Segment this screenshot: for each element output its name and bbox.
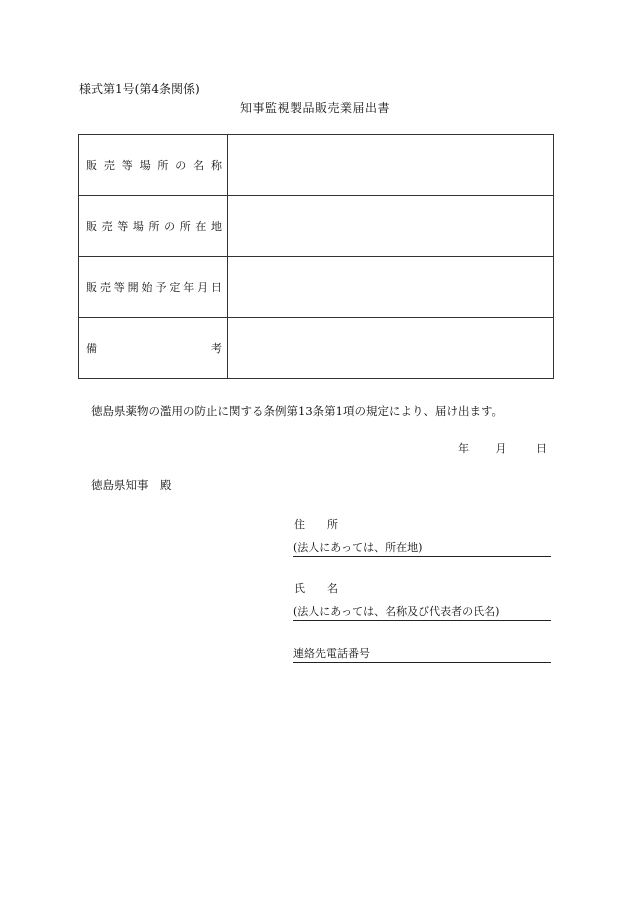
row-label-cell [79,135,228,196]
table-row [79,257,554,318]
date-line [458,440,547,456]
sales-start-date-label: 販売等開始予定年月日 [86,281,222,294]
table-row [79,135,554,196]
remarks-field[interactable] [228,318,554,379]
form-number: 様式第1号(第4条関係) [79,82,200,96]
address-line[interactable] [293,539,551,557]
notification-table [78,134,554,379]
name-note: (法人にあっては、名称及び代表者の氏名) [293,605,500,618]
table-row [79,196,554,257]
sales-place-address-field[interactable] [228,196,554,257]
phone-line[interactable] [293,645,551,663]
sales-start-date-field[interactable] [228,257,554,318]
sales-place-name-label: 販売等場所の名称 [86,159,222,172]
document-title: 知事監視製品販売業届出書 [239,101,390,115]
sales-place-name-field[interactable] [228,135,554,196]
addressee: 徳島県知事 殿 [91,478,172,492]
sales-place-address-label: 販売等場所の所在地 [86,220,222,233]
row-label-cell [79,318,228,379]
row-label-cell [79,196,228,257]
name-label: 氏 名 [294,582,338,595]
remarks-label: 備考 [86,342,222,355]
date-day: 日 [536,442,547,455]
legal-statement: 徳島県薬物の濫用の防止に関する条例第13条第1項の規定により、届け出ます。 [91,404,504,418]
date-month: 月 [495,442,507,455]
address-note: (法人にあっては、所在地) [293,541,423,554]
date-year: 年 [458,442,469,455]
row-label-cell [79,257,228,318]
name-line[interactable] [293,603,551,621]
table-row [79,318,554,379]
address-label: 住 所 [294,518,338,531]
phone-label: 連絡先電話番号 [293,647,370,660]
